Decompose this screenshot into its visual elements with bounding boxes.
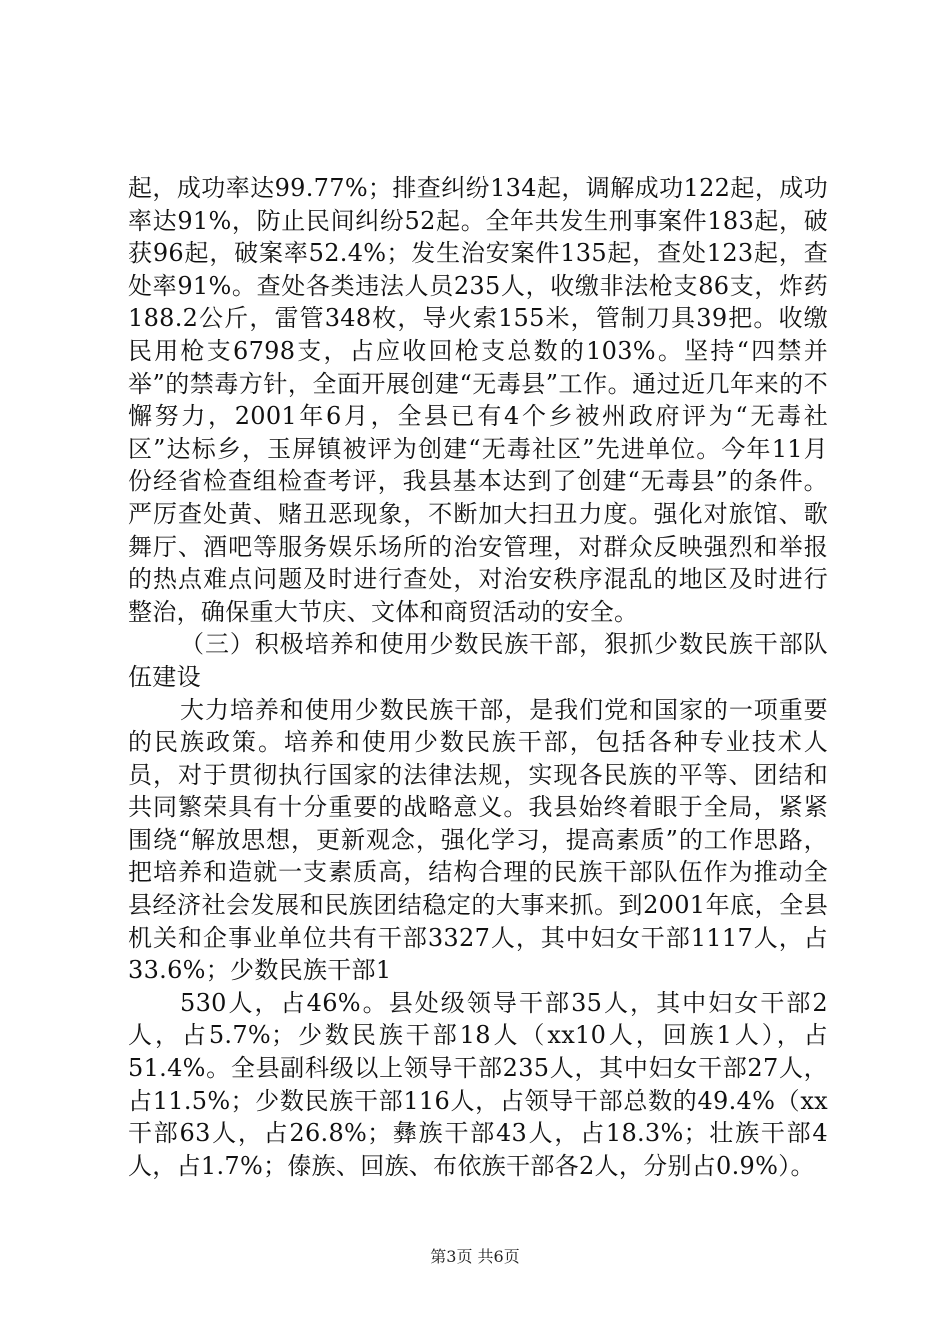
paragraph-cadre-statistics: 530人，占46%。县处级领导干部35人，其中妇女干部2人，占5.7%；少数民族干部18人（xx10人，回族1人），占51.4%。全县副科级以上领导干部235人，其中妇女干部27人，占11.5%；少数民族干部116人，占领导干部总数的49.4%（xx干部63人，占26.8%；彝族干部43人，占18.3%；壮族干部4人，占1.7%；傣族、回族、布依族干部各2人，分别占0.9%）。 [128,988,828,1180]
paragraph-cadre-policy: 大力培养和使用少数民族干部，是我们党和国家的一项重要的民族政策。培养和使用少数民族干部，包括各种专业技术人员，对于贯彻执行国家的法律法规，实现各民族的平等、团结和共同繁荣具有十分重要的战略意义。我县始终着眼于全局，紧紧围绕“解放思想，更新观念，强化学习，提高素质”的工作思路，把培养和造就一支素质高，结构合理的民族干部队伍作为推动全县经济社会发展和民族团结稳定的大事来抓。到2001年底，全县机关和企事业单位共有干部3327人，其中妇女干部1117人，占33.6%；少数民族干部1 [128,695,828,985]
page-number-footer: 第3页 共6页 [430,1247,520,1266]
document-body [128,172,828,1182]
paragraph-public-security-statistics: 起，成功率达99.77%；排查纠纷134起，调解成功122起，成功率达91%，防止民间纠纷52起。全年共发生刑事案件183起，破获96起，破案率52.4%；发生治安案件135起，查处123起，查处率91%。查处各类违法人员235人，收缴非法枪支86支，炸药188.2公斤，雷管348枚，导火索155米，管制刀具39把。收缴民用枪支6798支，占应收回枪支总数的103%。坚持“四禁并举”的禁毒方针，全面开展创建“无毒县”工作。通过近几年来的不懈努力，2001年6月，全县已有4个乡被州政府评为“无毒社区”达标乡，玉屏镇被评为创建“无毒社区”先进单位。今年11月份经省检查组检查考评，我县基本达到了创建“无毒县”的条件。严厉查处黄、赌丑恶现象，不断加大扫丑力度。强化对旅馆、歌舞厅、酒吧等服务娱乐场所的治安管理，对群众反映强烈和举报的热点难点问题及时进行查处，对治安秩序混乱的地区及时进行整治，确保重大节庆、文体和商贸活动的安全。 [128,174,828,626]
section-heading-minority-cadres: （三）积极培养和使用少数民族干部，狠抓少数民族干部队伍建设 [128,630,828,691]
